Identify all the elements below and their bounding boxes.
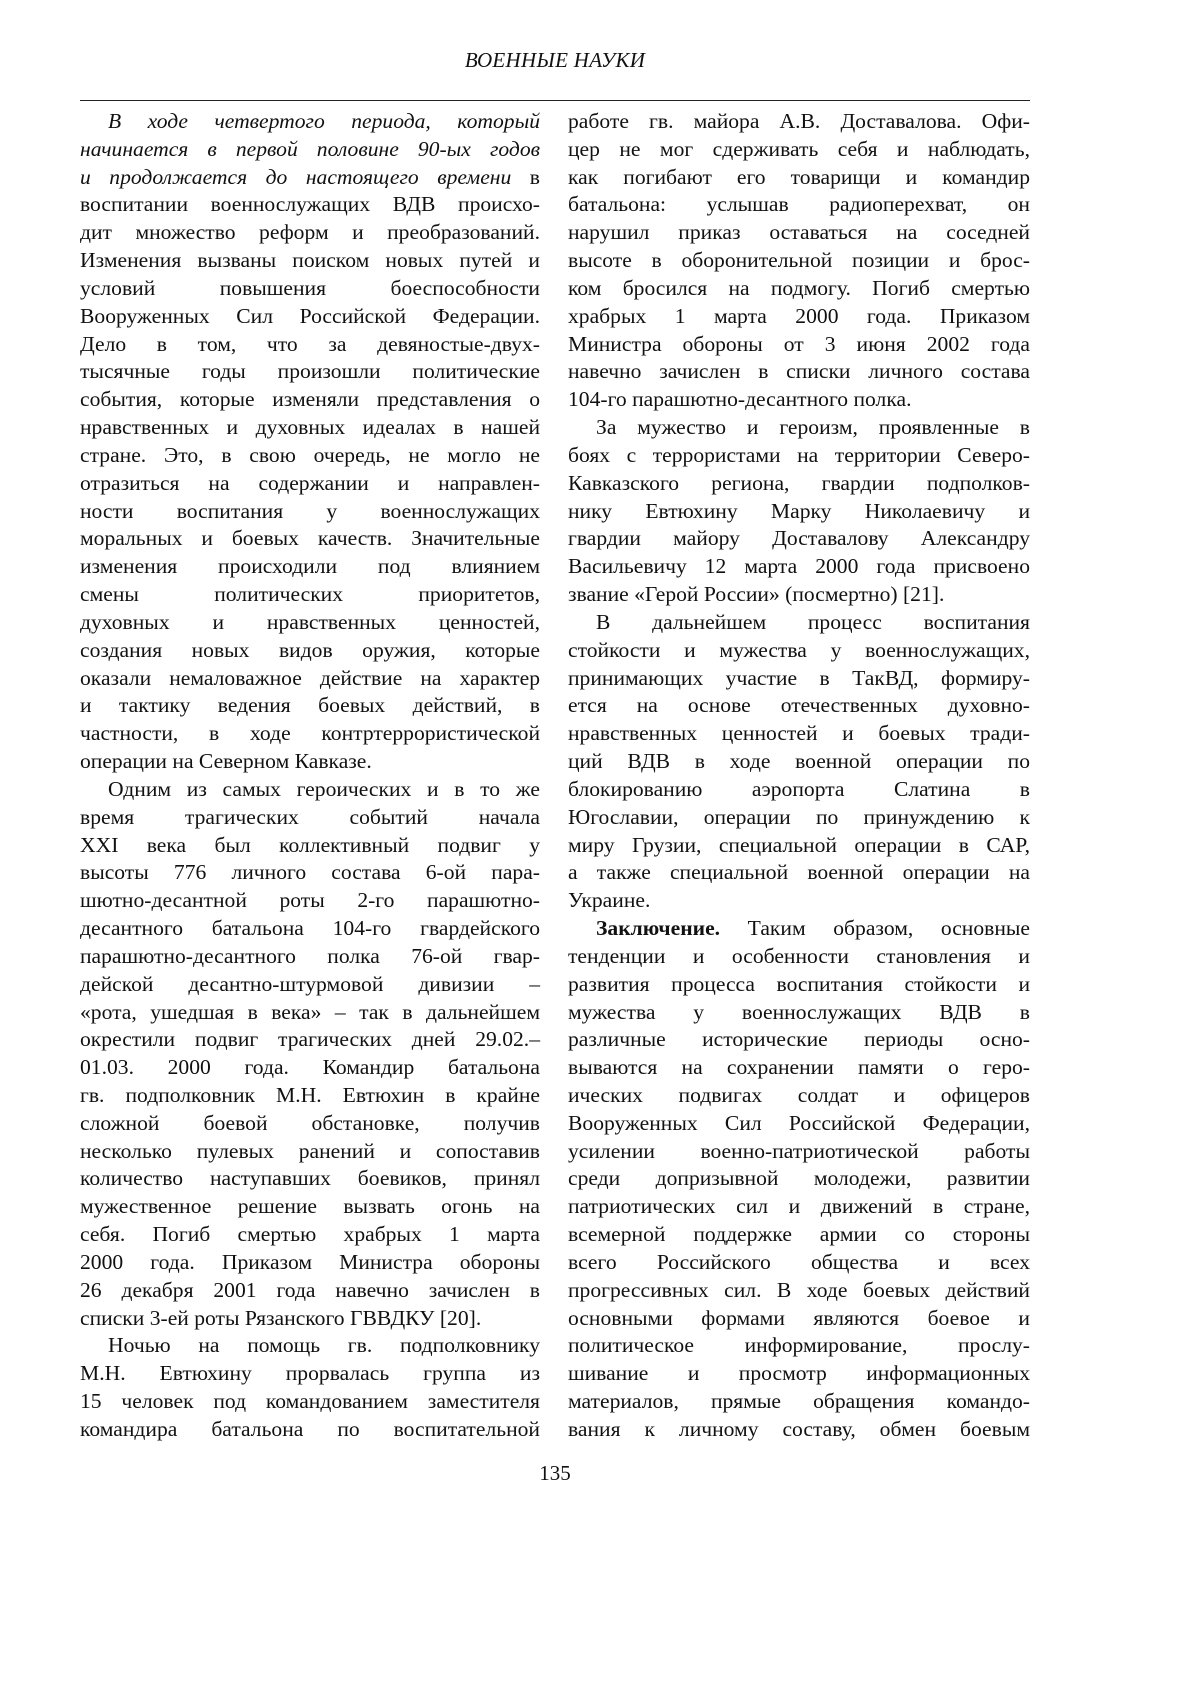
text-segment: ций ВДВ в ходе военной операции по: [568, 749, 1030, 773]
text-line: [80, 1110, 540, 1138]
text-segment: парашютно-десантного полка 76-ой гвар-: [80, 944, 540, 968]
text-segment: списки 3-ей роты Рязанского ГВВДКУ [20].: [80, 1306, 481, 1330]
text-segment: время трагических событий начала: [80, 805, 540, 829]
text-line: [568, 581, 1030, 609]
text-segment: всего Российского общества и всех: [568, 1250, 1030, 1274]
text-line: [80, 275, 540, 303]
text-segment: гв. подполковник М.Н. Евтюхин в крайне: [80, 1083, 540, 1107]
text-line: [568, 386, 1030, 414]
text-segment: дит множество реформ и преобразований.: [80, 220, 540, 244]
text-line: [80, 859, 540, 887]
page-number: 135: [0, 1461, 1110, 1486]
section-heading: Заключение.: [596, 916, 720, 940]
text-line: [568, 331, 1030, 359]
text-line: [568, 1277, 1030, 1305]
text-line: [568, 1082, 1030, 1110]
text-segment: ических подвигах солдат и офицеров: [568, 1083, 1030, 1107]
text-line: [80, 637, 540, 665]
text-line: [80, 247, 540, 275]
text-segment: прогрессивных сил. В ходе боевых действий: [568, 1278, 1030, 1302]
text-line: [568, 442, 1030, 470]
text-line: [568, 1249, 1030, 1277]
text-segment: материалов, прямые обращения командо-: [568, 1389, 1030, 1413]
right-column: [568, 108, 1030, 1444]
text-line: [80, 553, 540, 581]
text-line: [80, 915, 540, 943]
text-line: [80, 1388, 540, 1416]
text-segment: Вооруженных Сил Российской Федерации,: [568, 1111, 1030, 1135]
header-rule: [80, 100, 1030, 101]
text-line: [80, 971, 540, 999]
text-line: [568, 498, 1030, 526]
text-line: [568, 859, 1030, 887]
text-segment: воспитании военнослужащих ВДВ происхо-: [80, 192, 540, 216]
text-segment: различные исторические периоды осно-: [568, 1027, 1030, 1051]
text-line: [568, 915, 1030, 943]
text-segment: условий повышения боеспособности: [80, 276, 540, 300]
text-line: [568, 887, 1030, 915]
text-line: [80, 1082, 540, 1110]
text-line: [568, 1416, 1030, 1444]
text-segment: сложной боевой обстановке, получив: [80, 1111, 540, 1135]
text-line: [80, 1221, 540, 1249]
text-line: [80, 1416, 540, 1444]
text-segment: политическое информирование, прослу-: [568, 1333, 1030, 1357]
text-segment: цер не мог сдерживать себя и наблюдать,: [568, 137, 1030, 161]
text-segment: духовных и нравственных ценностей,: [80, 610, 540, 634]
text-line: [80, 191, 540, 219]
text-segment: мужественное решение вызвать огонь на: [80, 1194, 540, 1218]
text-line: [568, 525, 1030, 553]
running-header: ВОЕННЫЕ НАУКИ: [0, 48, 1110, 73]
text-line: [80, 1277, 540, 1305]
text-line: [80, 1165, 540, 1193]
text-segment: гвардии майору Доставалову Александру: [568, 526, 1030, 550]
text-segment: Украине.: [568, 888, 650, 912]
text-segment: 26 декабря 2001 года навечно зачислен в: [80, 1278, 540, 1302]
text-line: [568, 1360, 1030, 1388]
text-line: [80, 581, 540, 609]
text-segment: Таким образом, основные: [720, 916, 1030, 940]
text-segment: 01.03. 2000 года. Командир батальона: [80, 1055, 540, 1079]
text-line: [568, 832, 1030, 860]
text-segment: в: [511, 165, 540, 189]
text-line: [80, 943, 540, 971]
text-segment: усилении военно-патриотической работы: [568, 1139, 1030, 1163]
text-segment: всемерной поддержке армии со стороны: [568, 1222, 1030, 1246]
text-segment: мужества у военнослужащих ВДВ в: [568, 1000, 1030, 1024]
text-segment: моральных и боевых качеств. Значительные: [80, 526, 540, 550]
text-segment: стойкости и мужества у военнослужащих,: [568, 638, 1030, 662]
text-segment: М.Н. Евтюхину прорвалась группа из: [80, 1361, 540, 1385]
text-line: [80, 303, 540, 331]
text-segment: количество наступавших боевиков, принял: [80, 1166, 540, 1190]
text-line: [80, 665, 540, 693]
text-line: [568, 553, 1030, 581]
text-segment: оказали немаловажное действие на характер: [80, 666, 540, 690]
text-segment: миру Грузии, специальной операции в САР,: [568, 833, 1030, 857]
text-segment: нравственных и духовных идеалах в нашей: [80, 415, 540, 439]
text-segment: Министра обороны от 3 июня 2002 года: [568, 332, 1030, 356]
text-segment: ности воспитания у военнослужащих: [80, 499, 540, 523]
text-segment: тенденции и особенности становления и: [568, 944, 1030, 968]
text-segment: окрестили подвиг трагических дней 29.02.–: [80, 1027, 540, 1051]
text-line: [568, 1026, 1030, 1054]
text-segment: дейской десантно-штурмовой дивизии –: [80, 972, 540, 996]
text-line: [80, 108, 540, 136]
text-line: [80, 498, 540, 526]
text-line: [80, 692, 540, 720]
text-segment: высоте в оборонительной позиции и брос-: [568, 248, 1030, 272]
text-segment: десантного батальона 104-го гвардейского: [80, 916, 540, 940]
text-segment: и тактику ведения боевых действий, в: [80, 693, 540, 717]
text-line: [568, 275, 1030, 303]
text-segment: смены политических приоритетов,: [80, 582, 540, 606]
text-segment: 15 человек под командованием заместителя: [80, 1389, 540, 1413]
text-line: [80, 1026, 540, 1054]
text-segment: шивание и просмотр информационных: [568, 1361, 1030, 1385]
text-line: [80, 525, 540, 553]
text-line: [568, 943, 1030, 971]
text-segment: работе гв. майора А.В. Доставалова. Офи-: [568, 109, 1030, 133]
text-segment: ется на основе отечественных духовно-: [568, 693, 1030, 717]
text-line: [568, 999, 1030, 1027]
text-line: [80, 887, 540, 915]
text-line: [568, 414, 1030, 442]
text-segment: нику Евтюхину Марку Николаевичу и: [568, 499, 1030, 523]
text-segment: боях с террористами на территории Северо-: [568, 443, 1030, 467]
text-line: [80, 1305, 540, 1333]
text-line: [80, 219, 540, 247]
text-line: [568, 219, 1030, 247]
text-line: [568, 108, 1030, 136]
text-line: [568, 665, 1030, 693]
text-line: [80, 720, 540, 748]
text-line: [568, 748, 1030, 776]
text-segment: звание «Герой России» (посмертно) [21].: [568, 582, 944, 606]
text-segment: нравственных ценностей и боевых тради-: [568, 721, 1030, 745]
text-line: [80, 358, 540, 386]
text-segment: В ходе четвертого периода, который: [108, 109, 540, 133]
text-segment: За мужество и героизм, проявленные в: [596, 415, 1030, 439]
text-segment: патриотических сил и движений в стране,: [568, 1194, 1030, 1218]
text-line: [568, 303, 1030, 331]
text-segment: себя. Погиб смертью храбрых 1 марта: [80, 1222, 540, 1246]
text-segment: Васильевичу 12 марта 2000 года присвоено: [568, 554, 1030, 578]
text-segment: батальона: услышав радиоперехват, он: [568, 192, 1030, 216]
text-line: [80, 1360, 540, 1388]
text-line: [80, 804, 540, 832]
text-segment: отразиться на содержании и направлен-: [80, 471, 540, 495]
text-line: [80, 999, 540, 1027]
text-line: [568, 358, 1030, 386]
text-line: [568, 247, 1030, 275]
text-segment: «рота, ушедшая в века» – так в дальнейшем: [80, 1000, 540, 1024]
text-line: [80, 609, 540, 637]
text-line: [80, 1249, 540, 1277]
text-segment: Югославии, операции по принуждению к: [568, 805, 1030, 829]
text-segment: стране. Это, в свою очередь, не могло не: [80, 443, 540, 467]
text-line: [80, 776, 540, 804]
text-line: [568, 1138, 1030, 1166]
text-segment: развития процесса воспитания стойкости и: [568, 972, 1030, 996]
text-line: [80, 442, 540, 470]
text-line: [568, 971, 1030, 999]
text-line: [568, 1332, 1030, 1360]
text-line: [80, 1054, 540, 1082]
text-line: [80, 414, 540, 442]
text-segment: и продолжается до настоящего времени: [80, 165, 511, 189]
text-segment: В дальнейшем процесс воспитания: [596, 610, 1030, 634]
text-segment: операции на Северном Кавказе.: [80, 749, 372, 773]
text-line: [80, 331, 540, 359]
text-segment: основными формами являются боевое и: [568, 1306, 1030, 1330]
text-segment: создания новых видов оружия, которые: [80, 638, 540, 662]
text-line: [80, 1138, 540, 1166]
text-line: [80, 386, 540, 414]
text-segment: тысячные годы произошли политические: [80, 359, 540, 383]
text-line: [568, 1305, 1030, 1333]
text-line: [568, 1193, 1030, 1221]
text-segment: Ночью на помощь гв. подполковнику: [108, 1333, 540, 1357]
text-segment: навечно зачислен в списки личного состава: [568, 359, 1030, 383]
text-segment: храбрых 1 марта 2000 года. Приказом: [568, 304, 1030, 328]
text-line: [568, 136, 1030, 164]
text-line: [568, 804, 1030, 832]
text-segment: ком бросился на подмогу. Погиб смертью: [568, 276, 1030, 300]
text-segment: 104-го парашютно-десантного полка.: [568, 387, 911, 411]
text-segment: начинается в первой половине 90-ых годов: [80, 137, 540, 161]
text-segment: блокированию аэропорта Слатина в: [568, 777, 1030, 801]
text-line: [568, 720, 1030, 748]
text-segment: как погибают его товарищи и командир: [568, 165, 1030, 189]
text-segment: командира батальона по воспитательной: [80, 1417, 540, 1441]
text-segment: Дело в том, что за девяностые-двух-: [80, 332, 540, 356]
text-segment: принимающих участие в ТакВД, формиру-: [568, 666, 1030, 690]
text-line: [80, 1332, 540, 1360]
text-line: [80, 1193, 540, 1221]
left-column: [80, 108, 540, 1444]
text-segment: нарушил приказ оставаться на соседней: [568, 220, 1030, 244]
text-segment: 2000 года. Приказом Министра обороны: [80, 1250, 540, 1274]
text-line: [568, 637, 1030, 665]
text-line: [80, 164, 540, 192]
text-segment: несколько пулевых ранений и сопоставив: [80, 1139, 540, 1163]
text-segment: события, которые изменяли представления о: [80, 387, 540, 411]
text-segment: Изменения вызваны поиском новых путей и: [80, 248, 540, 272]
text-line: [568, 776, 1030, 804]
text-line: [568, 1165, 1030, 1193]
text-segment: Вооруженных Сил Российской Федерации.: [80, 304, 540, 328]
text-line: [80, 136, 540, 164]
text-segment: изменения происходили под влиянием: [80, 554, 540, 578]
text-segment: а также специальной военной операции на: [568, 860, 1030, 884]
text-line: [568, 1054, 1030, 1082]
text-line: [568, 692, 1030, 720]
text-line: [80, 832, 540, 860]
text-line: [568, 1221, 1030, 1249]
text-line: [568, 609, 1030, 637]
text-segment: вания к личному составу, обмен боевым: [568, 1417, 1030, 1441]
text-segment: частности, в ходе контртеррористической: [80, 721, 540, 745]
text-line: [568, 470, 1030, 498]
text-line: [80, 748, 540, 776]
text-line: [568, 191, 1030, 219]
text-segment: XXI века был коллективный подвиг у: [80, 833, 540, 857]
text-line: [80, 470, 540, 498]
text-line: [568, 1388, 1030, 1416]
text-segment: высоты 776 личного состава 6-ой пара-: [80, 860, 540, 884]
text-segment: среди допризывной молодежи, развитии: [568, 1166, 1030, 1190]
text-line: [568, 1110, 1030, 1138]
text-line: [568, 164, 1030, 192]
text-segment: вываются на сохранении памяти о геро-: [568, 1055, 1030, 1079]
text-segment: Одним из самых героических и в то же: [108, 777, 540, 801]
text-segment: Кавказского региона, гвардии подполков-: [568, 471, 1030, 495]
text-segment: шютно-десантной роты 2-го парашютно-: [80, 888, 540, 912]
